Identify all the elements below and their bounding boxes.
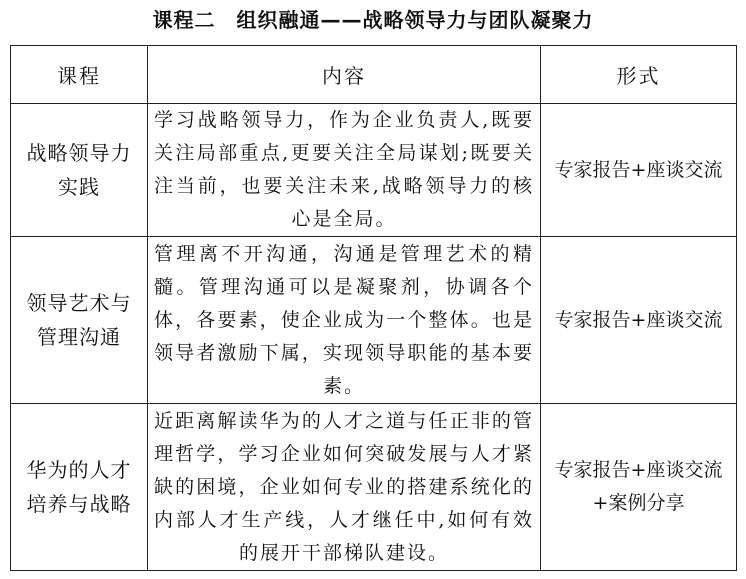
course-format-cell [541,104,737,237]
page-title: 课程二 组织融通——战略领导力与团队凝聚力 [152,8,594,32]
table-row [11,237,737,404]
table-row [11,404,737,571]
table-header-row [11,46,737,104]
course-format-line: 专家报告+座谈交流 [554,459,723,481]
course-format-cell [541,404,737,571]
course-name-line: 培养与战略 [26,492,132,516]
course-content-cell: 近距离解读华为的人才之道与任正非的管理哲学，学习企业如何突破发展与人才紧缺的困境，企业如何专业的搭建系统化的内部人才生产线，人才继任中,如何有效的展开干部梯队建设。 [148,404,541,571]
course-format-line: 专家报告+座谈交流 [554,158,723,181]
header-course: 课程 [11,46,148,104]
course-name-line: 领导艺术与 [26,291,132,315]
header-format: 形式 [541,46,737,104]
course-format-cell [541,237,737,404]
course-content-cell: 管理离不开沟通，沟通是管理艺术的精髓。管理沟通可以是凝聚剂，协调各个体，各要素，使企业成为一个整体。也是领导者激励下属，实现领导职能的基本要素。 [148,237,541,404]
course-name-cell [11,237,148,404]
table-row [11,104,737,237]
header-content: 内容 [148,46,541,104]
course-name-line: 战略领导力 [26,141,132,165]
course-name-cell [11,104,148,237]
course-format-line: 专家报告+座谈交流 [554,308,723,331]
course-name-line: 实践 [58,175,100,199]
course-table [10,45,737,571]
course-content-cell: 学习战略领导力，作为企业负责人,既要关注局部重点,更要关注全局谋划;既要关注当前，也要关注未来,战略领导力的核心是全局。 [148,104,541,237]
course-name-cell [11,404,148,571]
course-format-line: +案例分享 [592,492,685,514]
course-name-line: 管理沟通 [37,325,121,349]
course-name-line: 华为的人才 [26,458,132,482]
